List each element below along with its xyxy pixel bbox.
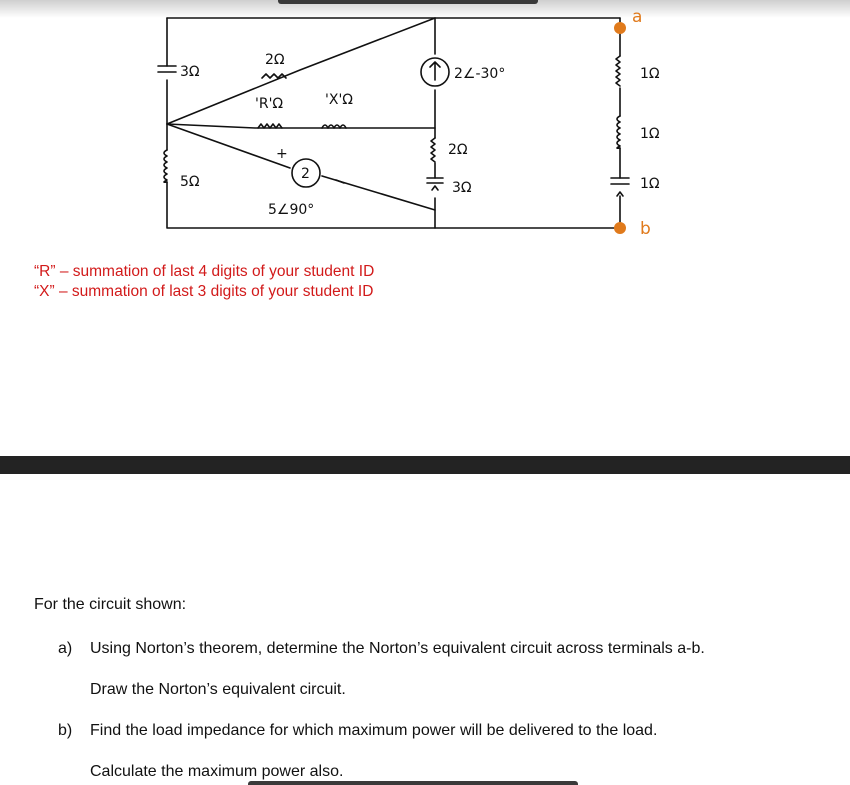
- terminal-a-dot: [614, 22, 626, 34]
- current-source-arrow: [430, 62, 440, 80]
- part-b-line-2: Calculate the maximum power also.: [90, 763, 344, 780]
- label-r-right-1: 1Ω: [640, 66, 660, 82]
- label-r-left-bottom: 5Ω: [180, 174, 200, 190]
- note-r-definition: “R” – summation of last 4 digits of your student ID: [34, 263, 375, 280]
- label-r-mid-3: 3Ω: [452, 180, 472, 196]
- part-a-line-2: Draw the Norton’s equivalent circuit.: [90, 681, 346, 698]
- label-isource-value: 2∠-30°: [454, 66, 506, 82]
- note-x-definition: “X” – summation of last 3 digits of your student ID: [34, 283, 374, 300]
- wire-left: [167, 18, 620, 228]
- terminal-a-label: a: [632, 7, 643, 27]
- terminal-b-dot: [614, 222, 626, 234]
- label-r-right-3: 1Ω: [640, 176, 660, 192]
- label-r-variable: 'R'Ω: [255, 96, 284, 112]
- question-intro: For the circuit shown:: [34, 596, 187, 613]
- wire-diag-upper: [167, 18, 435, 124]
- label-vsource-value: 5∠90°: [268, 202, 315, 218]
- circuit-diagram: [0, 0, 850, 260]
- label-r-mid-2: 2Ω: [448, 142, 468, 158]
- label-x-variable: 'X'Ω: [325, 92, 353, 108]
- label-vsource-number: 2: [301, 166, 310, 182]
- mid-plate: [427, 178, 443, 183]
- resistor-right-1-zigzag: [616, 56, 620, 86]
- mid-plate-arrow: [432, 186, 438, 190]
- inductor-right-coil: [617, 116, 620, 148]
- label-vsource-polarity: +: [276, 146, 288, 162]
- right-plate: [611, 178, 629, 184]
- part-b-line-1: Find the load impedance for which maximum power will be delivered to the load.: [90, 722, 658, 739]
- label-r-top-mid: 2Ω: [265, 52, 285, 68]
- part-b-label: b): [58, 722, 73, 739]
- section-divider: [0, 456, 850, 474]
- bottom-scroll-indicator: [248, 781, 578, 785]
- variable-notes: [34, 262, 374, 302]
- part-a-label: a): [58, 640, 73, 657]
- label-r-right-2: 1Ω: [640, 126, 660, 142]
- terminal-b-label: b: [640, 219, 651, 239]
- wire-diag-lower: [167, 124, 290, 168]
- resistor-mid-2-zigzag: [431, 138, 435, 162]
- wire-diag-horizontal: [167, 124, 435, 128]
- label-r-top-left: 3Ω: [180, 64, 200, 80]
- part-a-line-1: Using Norton’s theorem, determine the Norton’s equivalent circuit across terminals a-b.: [90, 640, 705, 657]
- left-plate: [158, 66, 176, 72]
- left-coil: [164, 150, 167, 182]
